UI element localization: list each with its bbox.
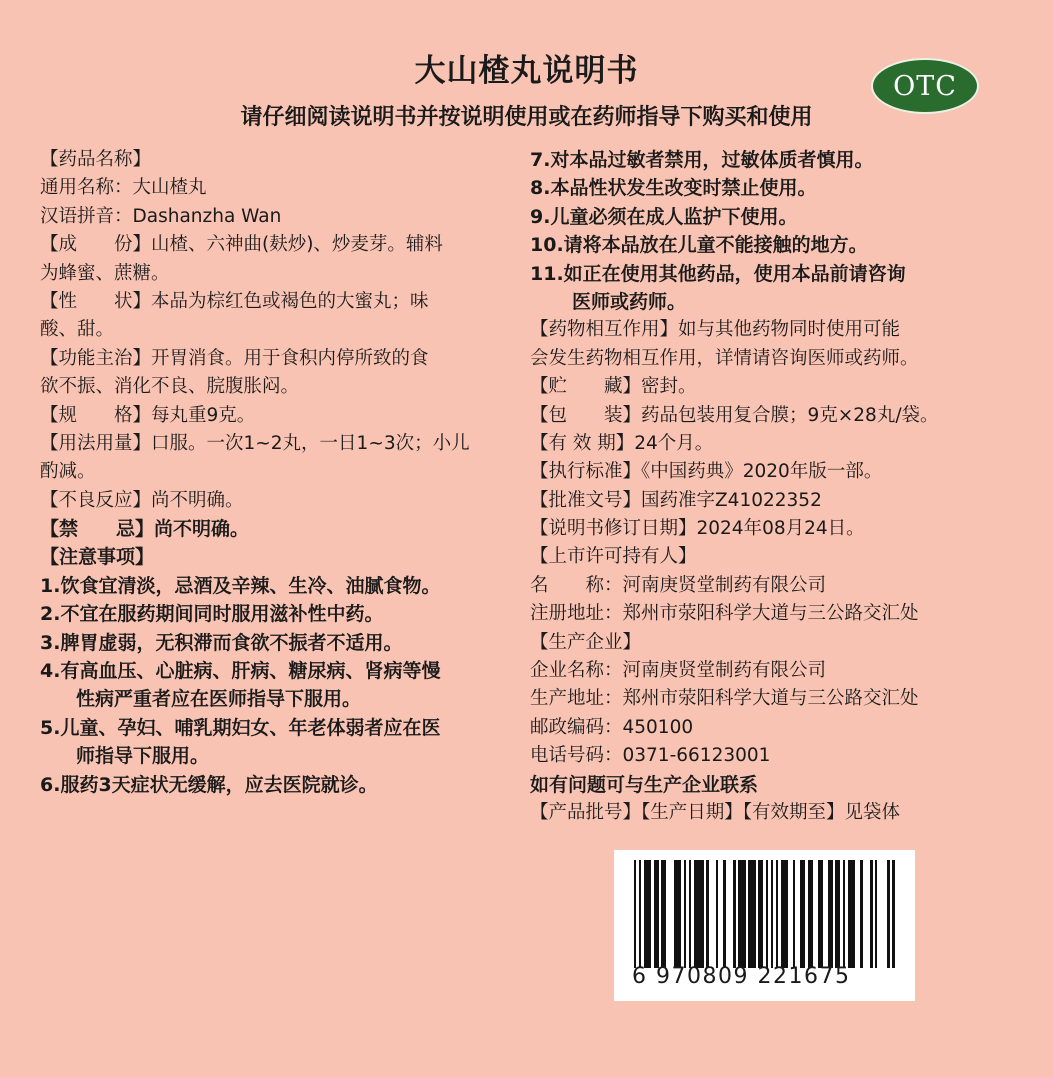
text-line: 汉语拼音：Dashanzha Wan: [40, 205, 282, 227]
right-column: [530, 146, 1035, 827]
text-line: 【生产企业】: [530, 631, 642, 653]
otc-badge: OTC: [871, 58, 979, 114]
text-line: 【性 状】本品为棕红色或褐色的大蜜丸；味: [40, 290, 429, 312]
text-line: 9.儿童必须在成人监护下使用。: [530, 205, 798, 228]
text-line: 酸、甜。: [40, 319, 115, 341]
reading-instruction: 请仔细阅读说明书并按说明使用或在药师指导下购买和使用: [240, 105, 813, 130]
text-line: 如有问题可与生产企业联系: [530, 773, 759, 796]
text-line: 注册地址：郑州市荥阳科学大道与三公路交汇处: [530, 603, 919, 625]
document-title: 大山楂丸说明书: [414, 53, 639, 89]
text-line: 【规 格】每丸重9克。: [40, 404, 256, 426]
text-line: 邮政编码：450100: [530, 716, 694, 738]
text-line: 为蜂蜜、蔗糖。: [40, 262, 170, 284]
text-line: 生产地址：郑州市荥阳科学大道与三公路交汇处: [530, 688, 919, 710]
text-line: 2.不宜在服药期间同时服用滋补性中药。: [40, 603, 384, 626]
text-line: 【产品批号】【生产日期】【有效期至】见袋体: [530, 801, 901, 823]
text-line: 【贮 藏】密封。: [530, 376, 697, 398]
text-line: 【成 份】山楂、六神曲(麸炒)、炒麦芽。辅料: [40, 234, 443, 256]
barcode-bar: [892, 860, 894, 968]
text-line: 【执行标准】《中国药典》2020年版一部。: [530, 461, 883, 483]
text-line: 7.对本品过敏者禁用，过敏体质者慎用。: [530, 149, 874, 171]
text-line: 【批准文号】国药准字Z41022352: [530, 489, 822, 511]
text-line: 通用名称：大山楂丸: [40, 177, 207, 199]
text-line: 【包 装】药品包装用复合膜；9克×28丸/袋。: [530, 404, 939, 426]
text-line: 11.如正在使用其他药品，使用本品前请咨询: [530, 262, 906, 285]
text-line: 10.请将本品放在儿童不能接触的地方。: [530, 234, 868, 257]
text-line: 【有 效 期】24个月。: [530, 432, 714, 454]
text-line: 【上市许可持有人】: [530, 546, 697, 568]
text-line: 4.有高血压、心脏病、肝病、糖尿病、肾病等慢: [40, 660, 441, 683]
text-line: 1.饮食宜清淡，忌酒及辛辣、生冷、油腻食物。: [40, 574, 441, 597]
barcode-number: 6 970809 221675: [632, 964, 851, 989]
text-line: 3.脾胃虚弱，无积滞而食欲不振者不适用。: [40, 631, 403, 654]
barcode-bars: [634, 860, 896, 968]
text-line: 性病严重者应在医师指导下服用。: [76, 688, 362, 711]
text-line: 【药物相互作用】如与其他药物同时使用可能: [530, 319, 901, 341]
text-line: 8.本品性状发生改变时禁止使用。: [530, 177, 817, 200]
text-line: 【药品名称】: [40, 149, 152, 170]
text-line: 【不良反应】尚不明确。: [40, 489, 244, 511]
barcode: [614, 850, 915, 1001]
text-line: 【功能主治】开胃消食。用于食积内停所致的食: [40, 347, 429, 369]
text-line: 【禁 忌】尚不明确。: [40, 518, 250, 541]
text-line: 【注意事项】: [40, 546, 155, 569]
text-line: 【说明书修订日期】2024年08月24日。: [530, 518, 865, 540]
text-line: 会发生药物相互作用，详情请咨询医师或药师。: [530, 347, 919, 369]
text-line: 5.儿童、孕妇、哺乳期妇女、年老体弱者应在医: [40, 716, 441, 739]
text-line: 6.服药3天症状无缓解，应去医院就诊。: [40, 773, 378, 796]
text-line: 企业名称：河南庚贤堂制药有限公司: [530, 660, 827, 682]
text-line: 电话号码：0371-66123001: [530, 745, 771, 767]
left-column: [40, 146, 518, 799]
text-line: 医师或药师。: [572, 290, 687, 313]
text-line: 名 称：河南庚贤堂制药有限公司: [530, 574, 827, 596]
text-line: 酌减。: [40, 461, 96, 483]
text-line: 师指导下服用。: [76, 745, 210, 768]
text-line: 欲不振、消化不良、脘腹胀闷。: [40, 376, 300, 398]
text-line: 【用法用量】口服。一次1~2丸，一日1~3次；小儿: [40, 432, 470, 454]
